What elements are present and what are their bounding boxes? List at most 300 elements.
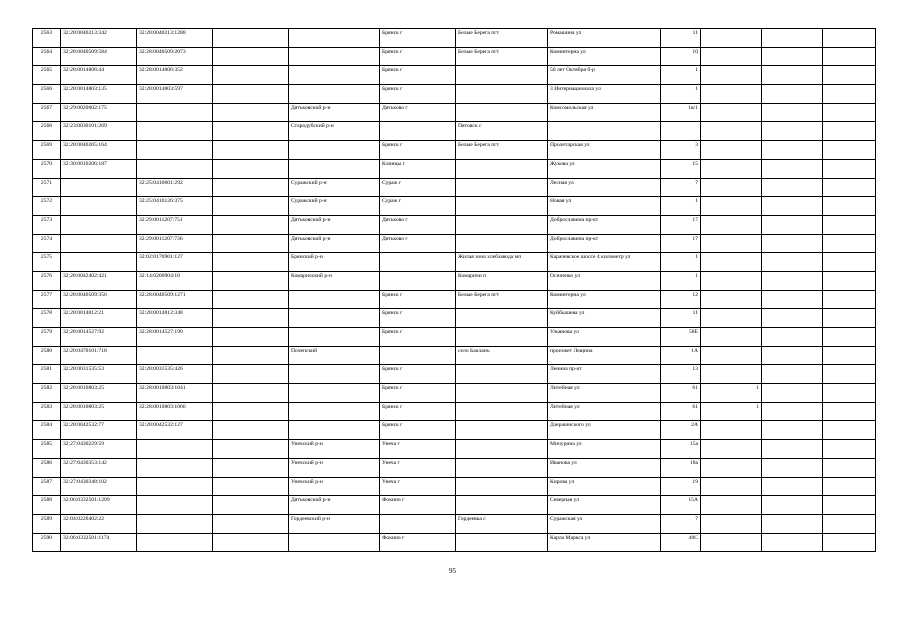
extra-value [701,234,762,253]
cell-empty [213,290,289,309]
city: Брянск г [380,29,456,48]
cell-empty [762,440,823,459]
street: Литейная ул [548,402,661,421]
extra-value: 1 [701,402,762,421]
city: Брянск г [380,85,456,104]
table-row [33,421,876,440]
house-number: 3 [661,141,701,160]
city: Унеча г [380,440,456,459]
cell-empty [213,47,289,66]
district [289,533,380,552]
cell-empty [213,66,289,85]
district [289,85,380,104]
district: Дятьковский р-н [289,234,380,253]
table-row [33,533,876,552]
district [289,159,380,178]
city [380,122,456,141]
street: Доброславина пр-кт [548,215,661,234]
street: Доброславина пр-кт [548,234,661,253]
extra-value [701,159,762,178]
city [380,253,456,272]
street [548,122,661,141]
cell-empty [762,271,823,290]
table-row [33,514,876,533]
page-number: 95 [449,567,456,575]
street: Иванова ул [548,458,661,477]
table-row [33,477,876,496]
cadastral-number [61,215,137,234]
cadastral-number: 32:28:0010803:25 [61,402,137,421]
parent-cadastral-number: 32:28:0040213:1288 [137,29,213,48]
cell-empty [762,85,823,104]
cell-empty [213,159,289,178]
city: Брянск г [380,365,456,384]
parent-cadastral-number: 32:25:0410601:292 [137,178,213,197]
extra-value [701,215,762,234]
parent-cadastral-number [137,440,213,459]
cadastral-number: 32:28:0040509:584 [61,47,137,66]
row-number: 2573 [33,215,61,234]
parent-cadastral-number: 32:28:0040509:2073 [137,47,213,66]
row-number: 2565 [33,66,61,85]
house-number: 1 [661,253,701,272]
city: Сураж г [380,178,456,197]
parent-cadastral-number [137,346,213,365]
cell-empty [823,290,876,309]
table-row [33,234,876,253]
cell-empty [213,234,289,253]
district [289,328,380,347]
city: Фокино г [380,496,456,515]
row-number: 2583 [33,402,61,421]
extra-value [701,85,762,104]
street: Комсомольская ул [548,103,661,122]
extra-value: 1 [701,384,762,403]
cell-empty [213,421,289,440]
street: проезжет Лещина [548,346,661,365]
settlement [456,215,548,234]
district [289,141,380,160]
settlement [456,496,548,515]
settlement [456,533,548,552]
row-number: 2570 [33,159,61,178]
cell-empty [823,29,876,48]
table-row [33,29,876,48]
cadastral-number: 32:27:0430229:59 [61,440,137,459]
street: Северная ул [548,496,661,515]
city: Брянск г [380,141,456,160]
street: Карачевское шоссе 4 километр ул [548,253,661,272]
extra-value [701,458,762,477]
cadastral-number: 32:20:0470101:718 [61,346,137,365]
extra-value [701,533,762,552]
house-number: 61 [661,384,701,403]
table-row [33,215,876,234]
settlement [456,328,548,347]
cell-empty [823,253,876,272]
cell-empty [823,122,876,141]
parent-cadastral-number [137,533,213,552]
table-row [33,85,876,104]
house-number: 17 [661,234,701,253]
cadastral-number: 32:28:0042402:421 [61,271,137,290]
city: Унеча г [380,458,456,477]
cadastral-number: 32:28:0014527:92 [61,328,137,347]
cell-empty [762,421,823,440]
cell-empty [213,29,289,48]
cell-empty [213,477,289,496]
house-number: 1 [661,66,701,85]
table-row [33,271,876,290]
street: Жукова ул [548,159,661,178]
street: Пролетарская ул [548,141,661,160]
settlement [456,85,548,104]
cell-empty [213,346,289,365]
row-number: 2585 [33,440,61,459]
table-row [33,496,876,515]
cell-empty [213,496,289,515]
cadastral-number: 32:28:0014803:135 [61,85,137,104]
parent-cadastral-number: 32:28:0014803:597 [137,85,213,104]
extra-value [701,103,762,122]
street: Коминтерна ул [548,290,661,309]
house-number: 15 [661,159,701,178]
row-number: 2566 [33,85,61,104]
house-number: 1 [661,197,701,216]
table-row [33,328,876,347]
city: Дятьково г [380,103,456,122]
city: Брянск г [380,66,456,85]
cell-empty [762,458,823,477]
city: Брянск г [380,328,456,347]
row-number: 2575 [33,253,61,272]
cadastral-number: 32:06:0332501:1209 [61,496,137,515]
house-number: 12 [661,290,701,309]
row-number: 2587 [33,477,61,496]
table-row [33,440,876,459]
district: Почепский [289,346,380,365]
table-row [33,141,876,160]
cell-empty [823,85,876,104]
city: Брянск г [380,384,456,403]
district: Дятьковский р-н [289,496,380,515]
cell-empty [823,141,876,160]
cell-empty [762,496,823,515]
cell-empty [213,271,289,290]
row-number: 2564 [33,47,61,66]
parent-cadastral-number [137,103,213,122]
extra-value [701,122,762,141]
district: Брянский р-н [289,253,380,272]
cadastral-number [61,178,137,197]
district: Дятьковский р-н [289,215,380,234]
cell-empty [823,346,876,365]
parent-cadastral-number: 32:14:0200904:10 [137,271,213,290]
row-number: 2567 [33,103,61,122]
parent-cadastral-number [137,458,213,477]
cell-empty [213,514,289,533]
cell-empty [213,103,289,122]
settlement [456,66,548,85]
settlement: Пятовск с [456,122,548,141]
settlement [456,421,548,440]
district [289,365,380,384]
street: Карла Маркса ул [548,533,661,552]
city [380,346,456,365]
house-number: 58Е [661,328,701,347]
city: Дятьково г [380,215,456,234]
cell-empty [823,159,876,178]
extra-value [701,346,762,365]
parent-cadastral-number: 32:28:0014527:190 [137,328,213,347]
cell-empty [823,421,876,440]
row-number: 2590 [33,533,61,552]
city: Фокино г [380,533,456,552]
cell-empty [213,384,289,403]
cell-empty [762,402,823,421]
district [289,402,380,421]
cell-empty [762,533,823,552]
district [289,47,380,66]
table-row [33,346,876,365]
district [289,384,380,403]
parent-cadastral-number [137,477,213,496]
cadastral-number: 32:04:0220402:22 [61,514,137,533]
district [289,309,380,328]
district: Стародубский р-н [289,122,380,141]
cell-empty [823,328,876,347]
row-number: 2588 [33,496,61,515]
cadastral-number [61,234,137,253]
registry-table [32,28,876,552]
settlement: село Бакланъ [456,346,548,365]
street: Новая ул [548,197,661,216]
cell-empty [823,477,876,496]
cell-empty [762,328,823,347]
street: Коминтерна ул [548,47,661,66]
row-number: 2577 [33,290,61,309]
cell-empty [213,253,289,272]
city: Брянск г [380,47,456,66]
district: Унечский р-н [289,458,380,477]
parent-cadastral-number: 32:02:0176901:127 [137,253,213,272]
street: Лесная ул [548,178,661,197]
house-number: 19 [661,477,701,496]
cell-empty [823,66,876,85]
table-row [33,458,876,477]
parent-cadastral-number [137,122,213,141]
district: Суражский р-н [289,178,380,197]
cell-empty [762,159,823,178]
district: Гордеевский р-н [289,514,380,533]
house-number: 61 [661,402,701,421]
extra-value [701,328,762,347]
cadastral-number: 32:28:0040213:342 [61,29,137,48]
extra-value [701,271,762,290]
table-row [33,309,876,328]
street: Дзержинского ул [548,421,661,440]
extra-value [701,365,762,384]
settlement: Белые Берега пгт [456,47,548,66]
cadastral-number: 32:27:0430353:142 [61,458,137,477]
street: 50 лет Октября б-р [548,66,661,85]
district: Унечский р-н [289,477,380,496]
settlement: Белые Берега пгт [456,290,548,309]
house-number: 1А [661,346,701,365]
cell-empty [213,141,289,160]
house-number: 11 [661,29,701,48]
house-number: 15а [661,440,701,459]
house-number: 1в/1 [661,103,701,122]
city: Брянск г [380,421,456,440]
row-number: 2571 [33,178,61,197]
table-row [33,122,876,141]
extra-value [701,514,762,533]
cell-empty [823,234,876,253]
parent-cadastral-number: 32:28:0042532:127 [137,421,213,440]
cell-empty [213,197,289,216]
extra-value [701,141,762,160]
house-number: 13 [661,365,701,384]
table-row [33,47,876,66]
settlement [456,477,548,496]
cell-empty [762,384,823,403]
street: Ленина пр-кт [548,365,661,384]
house-number [661,122,701,141]
city [380,514,456,533]
parent-cadastral-number: 32:28:0014806:352 [137,66,213,85]
parent-cadastral-number [137,514,213,533]
city [380,271,456,290]
cell-empty [762,103,823,122]
street: Ромашина ул [548,29,661,48]
cell-empty [762,365,823,384]
extra-value [701,477,762,496]
extra-value [701,440,762,459]
city: Сураж г [380,197,456,216]
cell-empty [213,309,289,328]
settlement [456,103,548,122]
street: Осипенко ул [548,271,661,290]
cell-empty [762,47,823,66]
extra-value [701,66,762,85]
cell-empty [762,66,823,85]
street: 3 Интернационала ул [548,85,661,104]
city: Унеча г [380,477,456,496]
extra-value [701,253,762,272]
cell-empty [823,440,876,459]
row-number: 2576 [33,271,61,290]
row-number: 2574 [33,234,61,253]
cadastral-number: 32:28:0014806:44 [61,66,137,85]
settlement: Белые Берега пгт [456,141,548,160]
settlement [456,178,548,197]
row-number: 2572 [33,197,61,216]
parent-cadastral-number [137,141,213,160]
house-number: 1 [661,271,701,290]
table-row [33,197,876,216]
registry-rows [33,29,876,552]
cell-empty [823,384,876,403]
street: Литейная ул [548,384,661,403]
house-number: 7 [661,178,701,197]
city: Брянск г [380,402,456,421]
table-row [33,384,876,403]
parent-cadastral-number: 32:29:0011207:751 [137,215,213,234]
cell-empty [823,365,876,384]
extra-value [701,290,762,309]
cell-empty [823,178,876,197]
cell-empty [213,215,289,234]
city: Дятьково г [380,234,456,253]
street: Кирова ул [548,477,661,496]
cadastral-number: 32:28:0014812:21 [61,309,137,328]
cadastral-number: 32:28:0040509:356 [61,290,137,309]
city: Клинцы г [380,159,456,178]
settlement [456,365,548,384]
settlement: Гордеевка с [456,514,548,533]
settlement [456,440,548,459]
cell-empty [762,197,823,216]
extra-value [701,178,762,197]
settlement: Комаричи п [456,271,548,290]
table-row [33,66,876,85]
settlement: Белые Берега пгт [456,29,548,48]
street: Мичурина ул [548,440,661,459]
cell-empty [762,215,823,234]
parent-cadastral-number: 32:29:0011207:736 [137,234,213,253]
cadastral-number: 32:23:0030101:269 [61,122,137,141]
cell-empty [823,309,876,328]
cell-empty [762,290,823,309]
table-row [33,159,876,178]
cell-empty [762,122,823,141]
district [289,66,380,85]
extra-value [701,496,762,515]
extra-value [701,421,762,440]
parent-cadastral-number [137,496,213,515]
cell-empty [213,440,289,459]
cell-empty [762,477,823,496]
parent-cadastral-number: 32:28:0040509:1271 [137,290,213,309]
row-number: 2579 [33,328,61,347]
row-number: 2584 [33,421,61,440]
cell-empty [762,178,823,197]
settlement [456,384,548,403]
extra-value [701,29,762,48]
cell-empty [762,234,823,253]
row-number: 2582 [33,384,61,403]
cell-empty [762,253,823,272]
table-row [33,290,876,309]
cell-empty [213,458,289,477]
cell-empty [213,178,289,197]
house-number: 15А [661,496,701,515]
table-row [33,103,876,122]
house-number: 7 [661,514,701,533]
parent-cadastral-number: 32:28:0010803:1066 [137,402,213,421]
cell-empty [762,514,823,533]
district [289,29,380,48]
city: Брянск г [380,290,456,309]
cell-empty [823,271,876,290]
settlement [456,402,548,421]
row-number: 2569 [33,141,61,160]
row-number: 2581 [33,365,61,384]
row-number: 2578 [33,309,61,328]
district [289,290,380,309]
house-number: 10 [661,47,701,66]
